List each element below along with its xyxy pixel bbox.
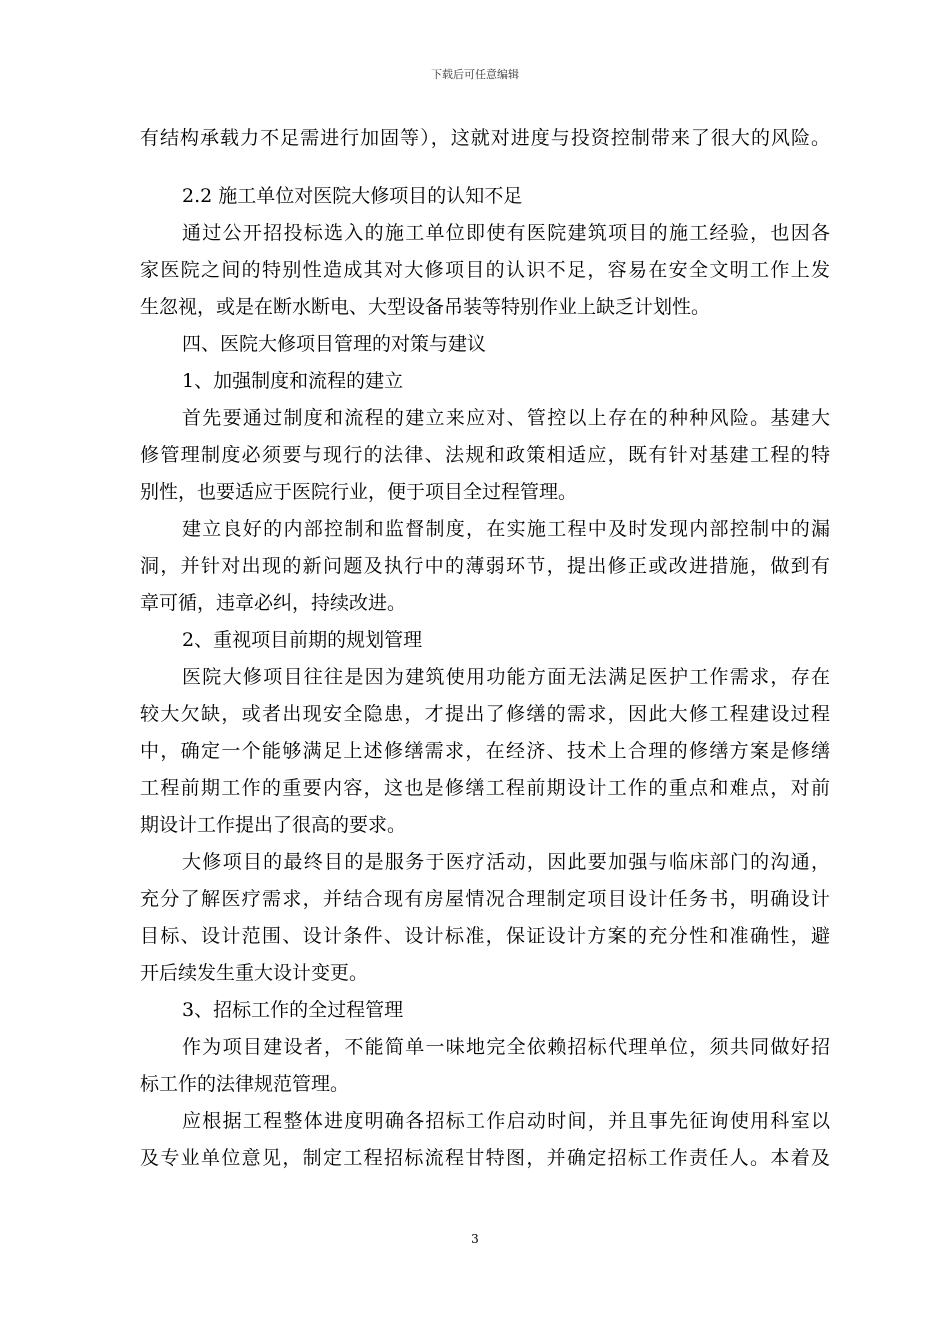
paragraph-line: 目标、设计范围、设计条件、设计标准，保证设计方案的充分性和准确性，避: [140, 925, 830, 947]
section-heading: 1、加强制度和流程的建立: [182, 370, 404, 392]
section-heading: 四、医院大修项目管理的对策与建议: [182, 333, 487, 355]
paragraph-line: 标工作的法律规范管理。: [140, 1073, 350, 1095]
paragraph-line: 期设计工作提出了很高的要求。: [140, 814, 407, 836]
paragraph-line: 医院大修项目往往是因为建筑使用功能方面无法满足医护工作需求，存在: [182, 666, 830, 688]
paragraph-line: 通过公开招投标选入的施工单位即使有医院建筑项目的施工经验，也因各: [182, 222, 830, 244]
section-heading: 3、招标工作的全过程管理: [182, 999, 404, 1021]
paragraph-line: 应根据工程整体进度明确各招标工作启动时间，并且事先征询使用科室以: [182, 1110, 830, 1132]
paragraph-line: 充分了解医疗需求，并结合现有房屋情况合理制定项目设计任务书，明确设计: [140, 888, 830, 910]
paragraph-line: 大修项目的最终目的是服务于医疗活动，因此要加强与临床部门的沟通，: [182, 851, 830, 873]
paragraph-line: 作为项目建设者，不能简单一味地完全依赖招标代理单位，须共同做好招: [182, 1036, 830, 1058]
page-number: 3: [471, 1232, 479, 1246]
paragraph-line: 章可循，违章必纠，持续改进。: [140, 592, 407, 614]
paragraph-line: 开后续发生重大设计变更。: [140, 962, 369, 984]
paragraph-line: 生忽视，或是在断水断电、大型设备吊装等特别作业上缺乏计划性。: [140, 296, 711, 318]
paragraph-line: 建立良好的内部控制和监督制度，在实施工程中及时发现内部控制中的漏: [182, 518, 830, 540]
body-text: [140, 120, 830, 1177]
paragraph-line: 较大欠缺，或者出现安全隐患，才提出了修缮的需求，因此大修工程建设过程: [140, 703, 830, 725]
paragraph-line: 有结构承载力不足需进行加固等），这就对进度与投资控制带来了很大的风险。: [140, 127, 830, 149]
page-header: 下载后可任意编辑: [431, 68, 519, 81]
paragraph-line: 修管理制度必须要与现行的法律、法规和政策相适应，既有针对基建工程的特: [140, 444, 830, 466]
paragraph-line: 及专业单位意见，制定工程招标流程甘特图，并确定招标工作责任人。本着及: [140, 1147, 830, 1169]
paragraph-line: 家医院之间的特别性造成其对大修项目的认识不足，容易在安全文明工作上发: [140, 259, 830, 281]
paragraph-line: 别性，也要适应于医院行业，便于项目全过程管理。: [140, 481, 578, 503]
section-heading: 2、重视项目前期的规划管理: [182, 629, 423, 651]
paragraph-line: 中，确定一个能够满足上述修缮需求，在经济、技术上合理的修缮方案是修缮: [140, 740, 830, 762]
paragraph-line: 洞，并针对出现的新问题及执行中的薄弱环节，提出修正或改进措施，做到有: [140, 555, 830, 577]
section-heading: 2.2 施工单位对医院大修项目的认知不足: [182, 185, 523, 207]
paragraph-line: 首先要通过制度和流程的建立来应对、管控以上存在的种种风险。基建大: [182, 407, 830, 429]
paragraph-line: 工程前期工作的重要内容，这也是修缮工程前期设计工作的重点和难点，对前: [140, 777, 830, 799]
paragraph-gap: [140, 157, 830, 178]
